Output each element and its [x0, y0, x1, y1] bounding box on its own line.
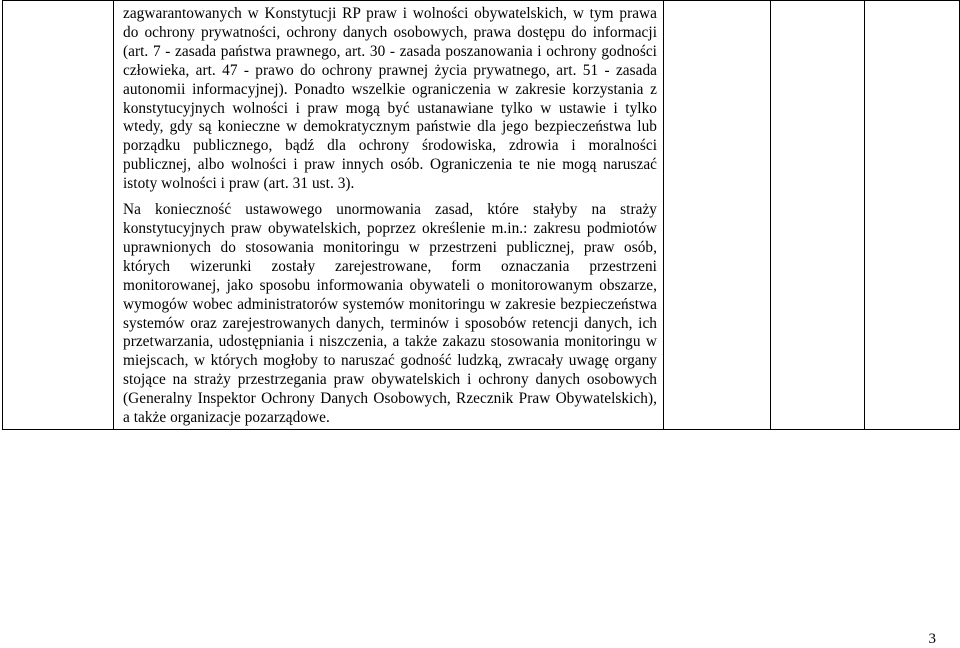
paragraph: zagwarantowanych w Konstytucji RP praw i wolności obywatelskich, w tym prawa do ochrony prywatności, ochrony danych osobowych, prawa dostępu do informacji (art. 7 - zasada państwa prawnego, art. 30 - zasada poszanowania i ochrony godności człowieka, art. 47 - prawo do ochrony prawnej życia prywatnego, art. 51 - zasada autonomii informacyjnej). Ponadto wszelkie ograniczenia w zakresie korzystania z konstytucyjnych wolności i praw mogą być ustanawiane tylko w ustawie i tylko wtedy, gdy są konieczne w demokratycznym państwie dla jego bezpieczeństwa lub porządku publicznego, bądź dla ochrony środowiska, zdrowia i moralności publicznej, albo wolności i praw innych osób. Ograniczenia te nie mogą naruszać istoty wolności i praw (art. 31 ust. 3). — [123, 5, 657, 193]
paragraph: Na konieczność ustawowego unormowania zasad, które stałyby na straży konstytucyjnych praw obywatelskich, poprzez określenie m.in.: zakresu podmiotów uprawnionych do stosowania monitoringu w przestrzeni publicznej, praw osób, których wizerunki zostały zarejestrowane, form oznaczania przestrzeni monitorowanej, jako sposobu informowania obywateli o monitorowanym obszarze, wymogów wobec administratorów systemów monitoringu w zakresie bezpieczeństwa systemów oraz zarejestrowanych danych, terminów i sposobów retencji danych, ich przetwarzania, udostępniania i niszczenia, a także zakazu stosowania monitoringu w miejscach, w których mogłoby to naruszać godność ludzką, zwracały uwagę organy stojące na straży przestrzegania praw obywatelskich i ochrony danych osobowych (Generalny Inspektor Ochrony Danych Osobowych, Rzecznik Praw Obywatelskich), a także organizacje pozarządowe. — [123, 201, 657, 427]
page-number: 3 — [928, 631, 936, 647]
table-cell-empty — [865, 1, 960, 430]
table-cell-empty — [771, 1, 865, 430]
table-cell-empty — [664, 1, 771, 430]
table-cell-empty — [3, 1, 114, 430]
table-row — [3, 1, 960, 430]
document-table — [2, 0, 960, 430]
table-cell-content — [114, 1, 664, 430]
